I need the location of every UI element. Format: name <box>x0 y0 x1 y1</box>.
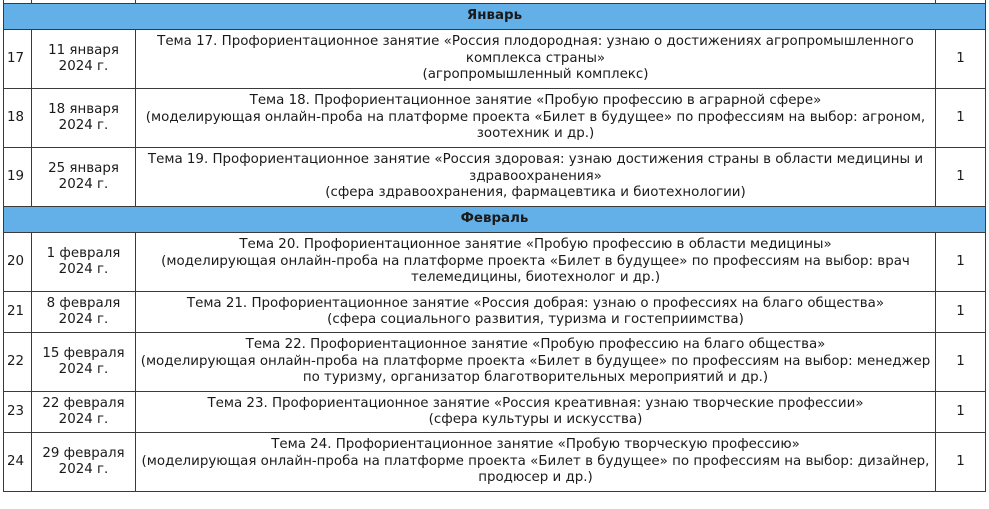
lesson-date: 15 февраля 2024 г. <box>32 333 136 392</box>
lesson-date: 11 января 2024 г. <box>32 30 136 89</box>
table-row <box>4 233 986 292</box>
lesson-date: 1 февраля 2024 г. <box>32 233 136 292</box>
month-header-row <box>4 4 986 30</box>
table-row <box>4 392 986 433</box>
lesson-number: 20 <box>4 233 32 292</box>
lesson-date: 25 января 2024 г. <box>32 148 136 207</box>
lesson-number: 17 <box>4 30 32 89</box>
topic-line: Тема 18. Профориентационное занятие «Пробую профессию в аграрной сфере» <box>249 93 822 109</box>
lesson-hours: 1 <box>936 89 986 148</box>
month-header-january: Январь <box>4 4 986 30</box>
lesson-number: 19 <box>4 148 32 207</box>
topic-line: (агропромышленный комплекс) <box>422 67 649 83</box>
topic-line: (моделирующая онлайн-проба на платформе проекта «Билет в будущее» по профессиям на выбор: агроном, <box>145 109 926 125</box>
lesson-hours: 1 <box>936 333 986 392</box>
schedule-table <box>3 0 986 492</box>
lesson-date: 29 февраля 2024 г. <box>32 433 136 492</box>
lesson-topic <box>136 392 936 433</box>
table-row <box>4 333 986 392</box>
month-header-row <box>4 207 986 233</box>
lesson-hours: 1 <box>936 233 986 292</box>
table-row <box>4 433 986 492</box>
topic-line: Тема 21. Профориентационное занятие «Россия добрая: узнаю о профессиях на благо общества» <box>186 295 885 311</box>
table-row <box>4 89 986 148</box>
month-header-february: Февраль <box>4 207 986 233</box>
lesson-topic <box>136 233 936 292</box>
lesson-hours: 1 <box>936 148 986 207</box>
lesson-number: 21 <box>4 292 32 333</box>
topic-line: (сфера здравоохранения, фармацевтика и биотехнологии) <box>325 185 746 201</box>
topic-line: зоотехник и др.) <box>476 126 595 142</box>
lesson-hours: 1 <box>936 30 986 89</box>
topic-line: (моделирующая онлайн-проба на платформе проекта «Билет в будущее» по профессиям на выбор: дизайнер, <box>141 453 930 469</box>
lesson-topic <box>136 89 936 148</box>
topic-line: по туризму, организатор благотворительных мероприятий и др.) <box>302 370 769 386</box>
lesson-topic <box>136 30 936 89</box>
lesson-number: 18 <box>4 89 32 148</box>
topic-line: (моделирующая онлайн-проба на платформе проекта «Билет в будущее» по профессиям на выбор: менеджер <box>140 353 931 369</box>
lesson-hours: 1 <box>936 392 986 433</box>
topic-line: Тема 17. Профориентационное занятие «Россия плодородная: узнаю о достижениях агропромышленного <box>157 34 914 50</box>
lesson-date: 8 февраля 2024 г. <box>32 292 136 333</box>
lesson-number: 22 <box>4 333 32 392</box>
topic-line: здравоохранения» <box>469 168 602 184</box>
topic-line: (сфера культуры и искусства) <box>428 412 643 427</box>
topic-line: комплекса страны» <box>465 50 606 66</box>
lesson-date: 22 февраля 2024 г. <box>32 392 136 433</box>
table-row <box>4 148 986 207</box>
lesson-hours: 1 <box>936 292 986 333</box>
topic-line: продюсер и др.) <box>478 470 593 486</box>
topic-line: (сфера социального развития, туризма и гостеприимства) <box>327 312 744 327</box>
topic-line: Тема 23. Профориентационное занятие «Россия креативная: узнаю творческие профессии» <box>207 395 864 411</box>
topic-line: Тема 22. Профориентационное занятие «Пробую профессию на благо общества» <box>245 337 826 353</box>
topic-line: Тема 24. Профориентационное занятие «Пробую творческую профессию» <box>271 437 800 453</box>
topic-line: Тема 20. Профориентационное занятие «Пробую профессию в области медицины» <box>239 237 832 253</box>
table-row <box>4 30 986 89</box>
lesson-topic <box>136 292 936 333</box>
topic-line: (моделирующая онлайн-проба на платформе проекта «Билет в будущее» по профессиям на выбор: врач <box>161 253 910 269</box>
topic-line: Тема 19. Профориентационное занятие «Россия здоровая: узнаю достижения страны в области медицины и <box>147 152 924 168</box>
topic-line: телемедицины, биотехнолог и др.) <box>410 270 661 286</box>
schedule-body <box>4 0 986 492</box>
table-row <box>4 292 986 333</box>
lesson-topic <box>136 433 936 492</box>
lesson-topic <box>136 148 936 207</box>
lesson-date: 18 января 2024 г. <box>32 89 136 148</box>
lesson-number: 24 <box>4 433 32 492</box>
lesson-number: 23 <box>4 392 32 433</box>
lesson-hours: 1 <box>936 433 986 492</box>
lesson-topic <box>136 333 936 392</box>
